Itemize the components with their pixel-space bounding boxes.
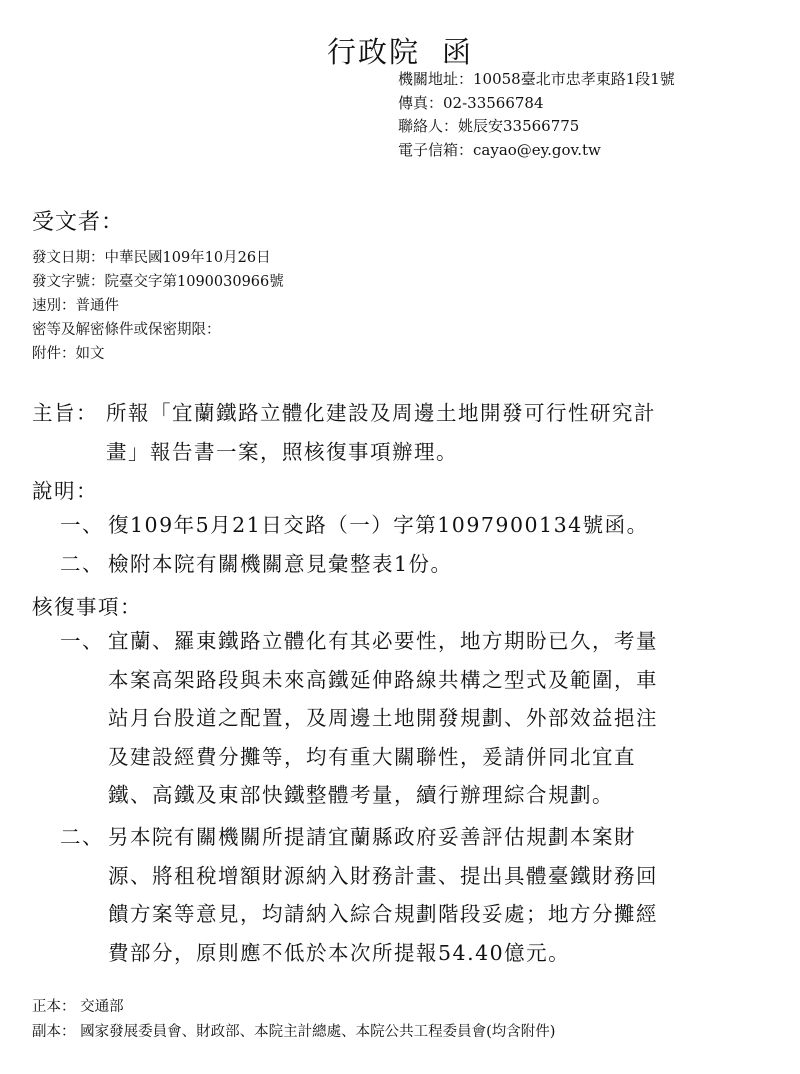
contact-block [398, 68, 675, 162]
delivery-speed: 速別：普通件 [32, 298, 119, 314]
attachment-note: 附件：如文 [32, 346, 105, 362]
item-line: 站月台股道之配置，及周邊土地開發規劃、外部效益挹注 [108, 706, 658, 730]
original-recipient: 正本： 交通部 [32, 999, 124, 1015]
subject-line: 所報「宜蘭鐵路立體化建設及周邊土地開發可行性研究計 [106, 401, 656, 425]
item-text [108, 818, 760, 972]
subject-line: 畫」報告書一案，照核復事項辦理。 [106, 440, 458, 464]
document-type: 函 [442, 35, 474, 69]
recipient-label: 受文者： [32, 210, 125, 235]
item-number: 二、 [60, 552, 104, 576]
item-line: 費部分，原則應不低於本次所提報54.40億元。 [108, 940, 571, 965]
item-line: 鐵、高鐵及東部快鐵整體考量，續行辦理綜合規劃。 [108, 783, 614, 807]
agency-address: 機關地址：10058臺北市忠孝東路1段1號 [398, 70, 675, 88]
item-number: 一、 [60, 629, 104, 653]
copy-recipients: 副本： 國家發展委員會、財政部、本院主計總處、本院公共工程委員會(均含附件) [32, 1024, 556, 1040]
document-title [0, 30, 800, 71]
contact-person: 聯絡人：姚辰安33566775 [398, 117, 580, 135]
item-line: 復109年5月21日交路（一）字第1097900134號函。 [108, 513, 649, 537]
secrecy-level: 密等及解密條件或保密期限： [32, 322, 221, 338]
item-text [108, 622, 760, 815]
review-item [60, 818, 760, 972]
item-line: 宜蘭、羅東鐵路立體化有其必要性，地方期盼已久，考量 [108, 629, 658, 653]
item-text [108, 506, 760, 545]
copies-block [32, 995, 555, 1045]
item-number: 一、 [60, 513, 104, 537]
review-item [60, 622, 760, 815]
item-line: 本案高架路段與未來高鐵延伸路線共構之型式及範圍，車 [108, 667, 658, 692]
item-text [108, 545, 760, 584]
item-line: 另本院有關機關所提請宜蘭縣政府妥善評估規劃本案財 [108, 825, 636, 849]
email-address: 電子信箱：cayao@ey.gov.tw [398, 140, 601, 159]
review-heading: 核復事項： [32, 595, 142, 619]
explanation-item [60, 506, 760, 545]
item-line: 源、將租稅增額財源納入財務計畫、提出具體臺鐵財務回 [108, 863, 658, 888]
document-number: 發文字號：院臺交字第1090030966號 [32, 274, 284, 290]
explanation-item [60, 545, 760, 584]
item-number: 二、 [60, 825, 104, 849]
explanation-heading: 說明： [32, 479, 98, 503]
fax-number: 傳真：02-33566784 [398, 93, 544, 112]
issue-date: 發文日期：中華民國109年10月26日 [32, 250, 271, 266]
subject-label: 主旨： [32, 401, 98, 425]
document-meta [32, 246, 284, 366]
item-line: 檢附本院有關機關意見彙整表1份。 [108, 552, 453, 576]
issuing-org: 行政院 [326, 35, 420, 69]
subject-section [32, 394, 762, 472]
subject-text [106, 394, 762, 472]
item-line: 饋方案等意見，均請納入綜合規劃階段妥處；地方分攤經 [108, 902, 658, 926]
item-line: 及建設經費分攤等，均有重大關聯性，爰請併同北宜直 [108, 744, 636, 769]
